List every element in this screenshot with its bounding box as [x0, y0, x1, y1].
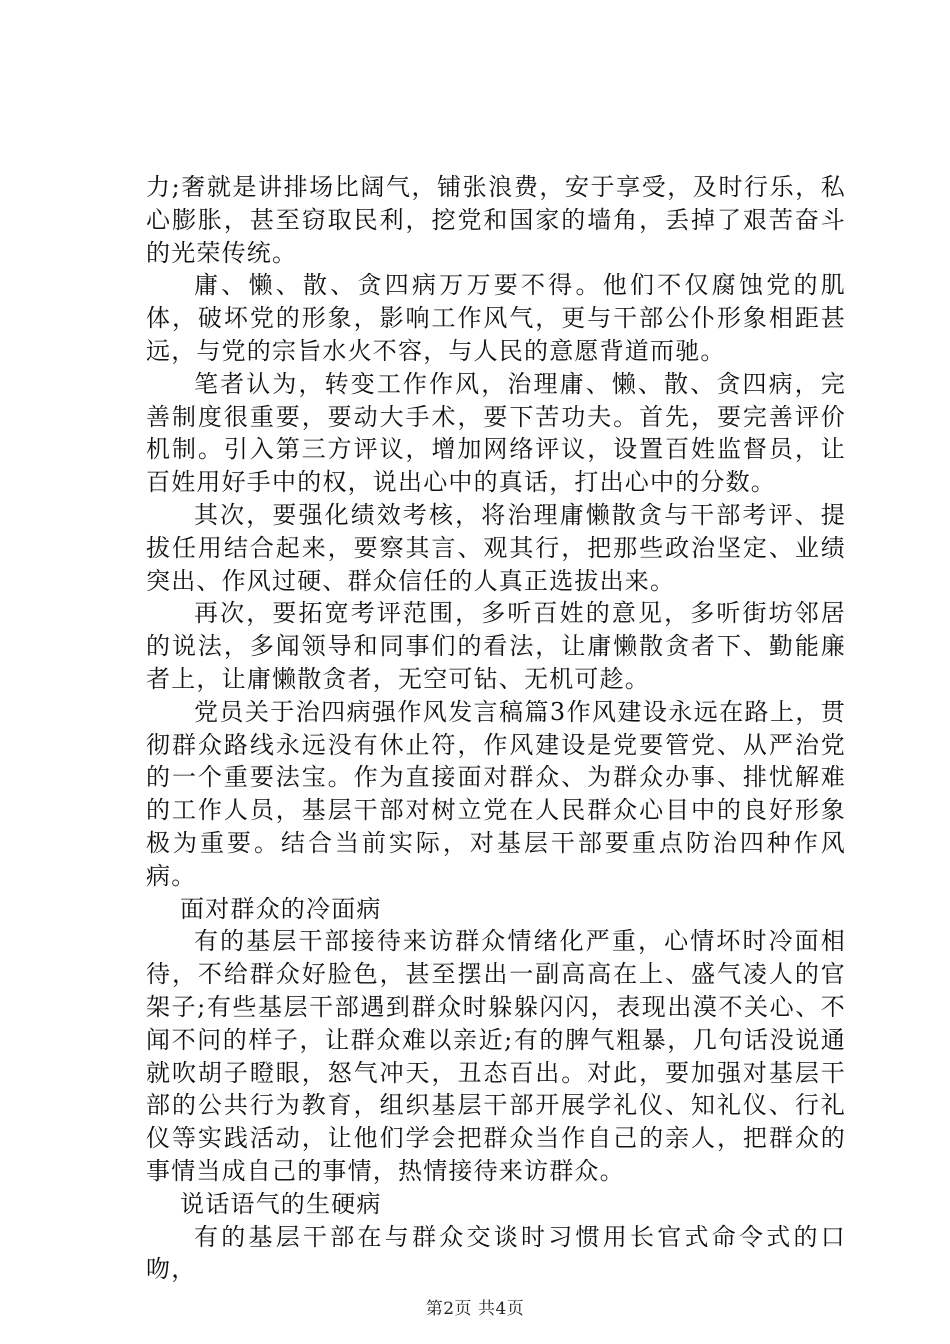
- paragraph-5: 再次，要拓宽考评范围，多听百姓的意见，多听街坊邻居的说法，多闻领导和同事们的看法，让庸懒散贪者下、勤能廉者上，让庸懒散贪者，无空可钻、无机可趁。: [146, 599, 846, 693]
- document-body: [146, 171, 846, 1286]
- paragraph-7: 有的基层干部接待来访群众情绪化严重，心情坏时冷面相待，不给群众好脸色，甚至摆出一副高高在上、盛气凌人的官架子;有些基层干部遇到群众时躲躲闪闪，表现出漠不关心、不闻不问的样子，让群众难以亲近;有的脾气粗暴，几句话没说通就吹胡子瞪眼，怒气冲天，丑态百出。对此，要加强对基层干部的公共行为教育，组织基层干部开展学礼仪、知礼仪、行礼仪等实践活动，让他们学会把群众当作自己的亲人，把群众的事情当成自己的事情，热情接待来访群众。: [146, 927, 846, 1185]
- paragraph-3: 笔者认为，转变工作作风，治理庸、懒、散、贪四病，完善制度很重要，要动大手术，要下苦功夫。首先，要完善评价机制。引入第三方评议，增加网络评议，设置百姓监督员，让百姓用好手中的权，说出心中的真话，打出心中的分数。: [146, 369, 846, 497]
- paragraph-8: 有的基层干部在与群众交谈时习惯用长官式命令式的口吻，: [146, 1222, 846, 1284]
- paragraph-6: 党员关于治四病强作风发言稿篇3作风建设永远在路上，贯彻群众路线永远没有休止符，作风建设是党要管党、从严治党的一个重要法宝。作为直接面对群众、为群众办事、排忧解难的工作人员，基层干部对树立党在人民群众心目中的良好形象极为重要。结合当前实际，对基层干部要重点防治四种作风病。: [146, 697, 846, 890]
- paragraph-2: 庸、懒、散、贪四病万万要不得。他们不仅腐蚀党的肌体，破坏党的形象，影响工作风气，更与干部公仆形象相距甚远，与党的宗旨水火不容，与人民的意愿背道而驰。: [146, 271, 846, 365]
- section-heading-harsh-tone: 说话语气的生硬病: [180, 1189, 382, 1218]
- section-heading-cold-face: 面对群众的冷面病: [180, 894, 382, 923]
- paragraph-1: 力;奢就是讲排场比阔气，铺张浪费，安于享受，及时行乐，私心膨胀，甚至窃取民利，挖党和国家的墙角，丢掉了艰苦奋斗的光荣传统。: [146, 173, 846, 267]
- paragraph-4: 其次，要强化绩效考核，将治理庸懒散贪与干部考评、提拔任用结合起来，要察其言、观其行，把那些政治坚定、业绩突出、作风过硬、群众信任的人真正选拔出来。: [146, 500, 846, 595]
- page-number-footer: 第2页 共4页: [425, 1299, 525, 1319]
